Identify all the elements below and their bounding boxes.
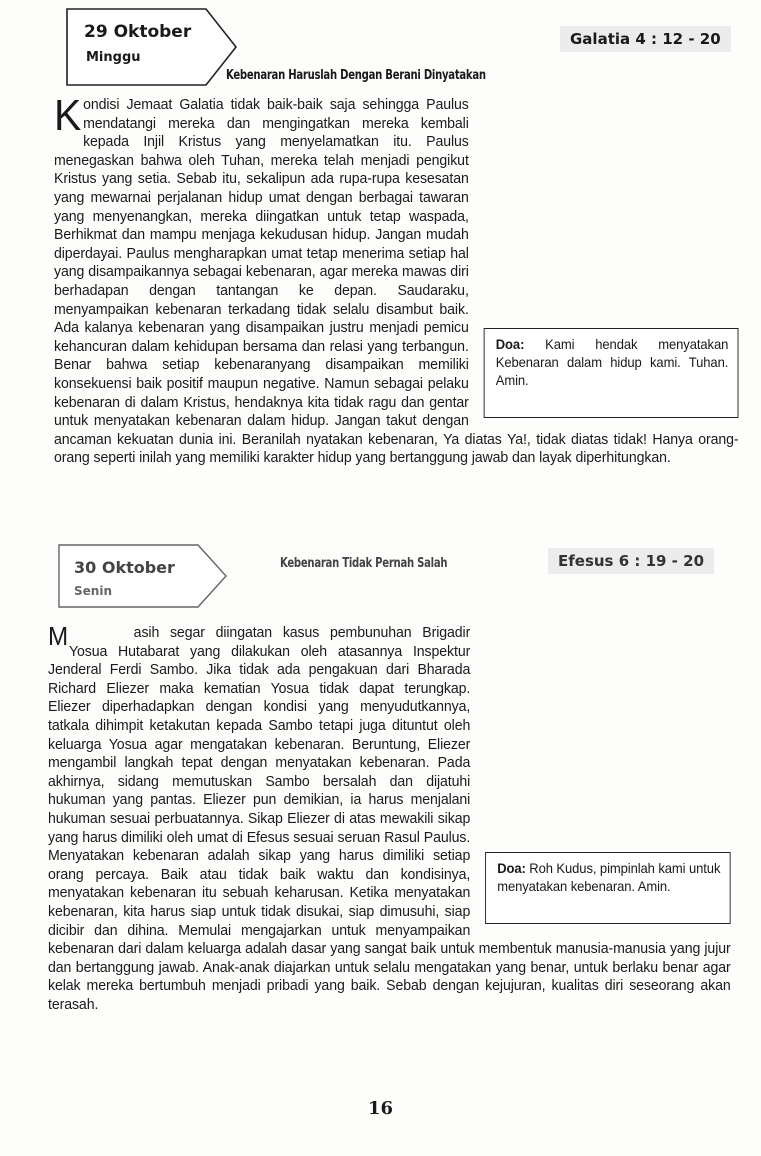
entry1-drop-cap: K bbox=[54, 91, 82, 140]
entry2-title: Kebenaran Tidak Pernah Salah bbox=[280, 556, 448, 571]
entry2-prayer-box bbox=[485, 852, 731, 924]
date-tag-entry2 bbox=[58, 544, 228, 608]
entry1-prayer-text: Kami hendak menyatakan Kebenaran dalam hidup kami. Tuhan. Amin. bbox=[495, 336, 729, 388]
entry1-title: Kebenaran Haruslah Dengan Berani Dinyatakan bbox=[226, 68, 486, 83]
entry1-prayer-label: Doa: bbox=[495, 336, 525, 352]
entry2-prayer-text: Roh Kudus, pimpinlah kami untuk menyatakan kebenaran. Amin. bbox=[497, 860, 721, 894]
entry2-date: 30 Oktober bbox=[74, 558, 175, 577]
entry2-drop-cap: M bbox=[48, 621, 69, 651]
entry2-body bbox=[48, 621, 731, 1014]
entry1-text: ondisi Jemaat Galatia tidak baik-baik saja sehingga Paulus mendatangi mereka dan mengingatkan mereka kembali kepada Injil Kristus yang menyelamatkan itu. Paulus menegaskan bahwa oleh Tuhan, mereka telah menjadi pengikut Kristus yang setia. Sebab itu, sekalipun ada rupa-rupa kesesatan yang mewarnai perjalanan hidup umat dengan berbagai tawaran yang menyenangkan, mereka diingatkan untuk tetap waspada, Berhikmat dan mampu menjaga kekudusan hidup. Jangan mudah diperdayai. Paulus mengharapkan umat tetap menerima setiap hal yang disampaikannya sebagai kebenaran, agar mereka mawas diri berhadapan dengan tantangan ke depan. Saudaraku, menyampaikan kebenaran terkadang tidak selalu disambut baik. Ada kalanya kebenaran yang disampaikan justru menjadi pemicu kehancuran dalam kehidupan bersama dan relasi yang terbangun. Benar bahwa setiap kebenaranyang disampaikan memiliki konsekuensi baik positif maupun negative. Namun sebagai pelaku kebenaran di dalam Kristus, hendaknya kita tidak ragu dan gentar untuk menyatakan kebenaran dalam hidup. Jangan takut dengan ancaman kekuatan dunia ini. Beranilah nyatakan kebenaran, Ya diatas Ya!, tidak diatas tidak! Hanya orang-orang seperti inilah yang memiliki karakter hidup yang bertanggung jawab dan layak diperhitungkan. bbox=[54, 96, 739, 467]
page-number: 16 bbox=[368, 1098, 394, 1119]
entry1-body bbox=[54, 91, 739, 468]
entry2-text: asih segar diingatan kasus pembunuhan Brigadir Yosua Hutabarat yang dilakukan oleh atasannya Inspektur Jenderal Ferdi Sambo. Jika tidak ada pengakuan dari Bharada Richard Eliezer maka kematian Yosua tidak dapat terungkap. Eliezer diperhadapkan dengan kondisi yang menyudutkannya, tatkala dihimpit ketakutan kepada Sambo tetapi juga dituntut oleh keluarga Yosua agar mengatakan kebenaran. Beruntung, Eliezer mengambil langkah tepat dengan menyatakan kebenaran. Pada akhirnya, sidang memutuskan Sambo bersalah dan dijatuhi hukuman yang pantas. Eliezer pun demikian, ia harus menjalani hukuman sesuai perbuatannya. Sikap Eliezer di atas mewakili sikap yang harus dimiliki oleh umat di Efesus sesuai seruan Rasul Paulus. Menyatakan kebenaran adalah sikap yang harus dimiliki setiap orang percaya. Baik atau tidak baik waktu dan kondisinya, menyatakan kebenaran itu sebuah keharusan. Ketika menyatakan kebenaran, kita harus siap untuk tidak disukai, siap dimusuhi, siap dicibir dan dihina. Memulai mengajarkan untuk menyampaikan kebenaran dari dalam keluarga adalah dasar yang sangat baik untuk membentuk manusia-manusia yang jujur dan bertanggung jawab. Anak-anak diajarkan untuk selalu mengatakan yang benar, untuk berlaku benar agar kelak mereka bertumbuh menjadi pribadi yang baik. Sebab dengan kejujuran, kualitas diri seseorang akan terasah. bbox=[48, 624, 731, 1013]
entry2-day: Senin bbox=[74, 584, 112, 598]
entry1-prayer-box bbox=[484, 328, 739, 418]
entry2-prayer-label: Doa: bbox=[497, 860, 526, 876]
entry2-verse: Efesus 6 : 19 - 20 bbox=[548, 548, 714, 574]
entry1-verse: Galatia 4 : 12 - 20 bbox=[560, 26, 731, 52]
entry1-day: Minggu bbox=[86, 50, 141, 65]
date-tag-entry1 bbox=[66, 8, 238, 86]
arrow-tag-shape bbox=[66, 8, 238, 86]
entry1-date: 29 Oktober bbox=[84, 22, 192, 42]
